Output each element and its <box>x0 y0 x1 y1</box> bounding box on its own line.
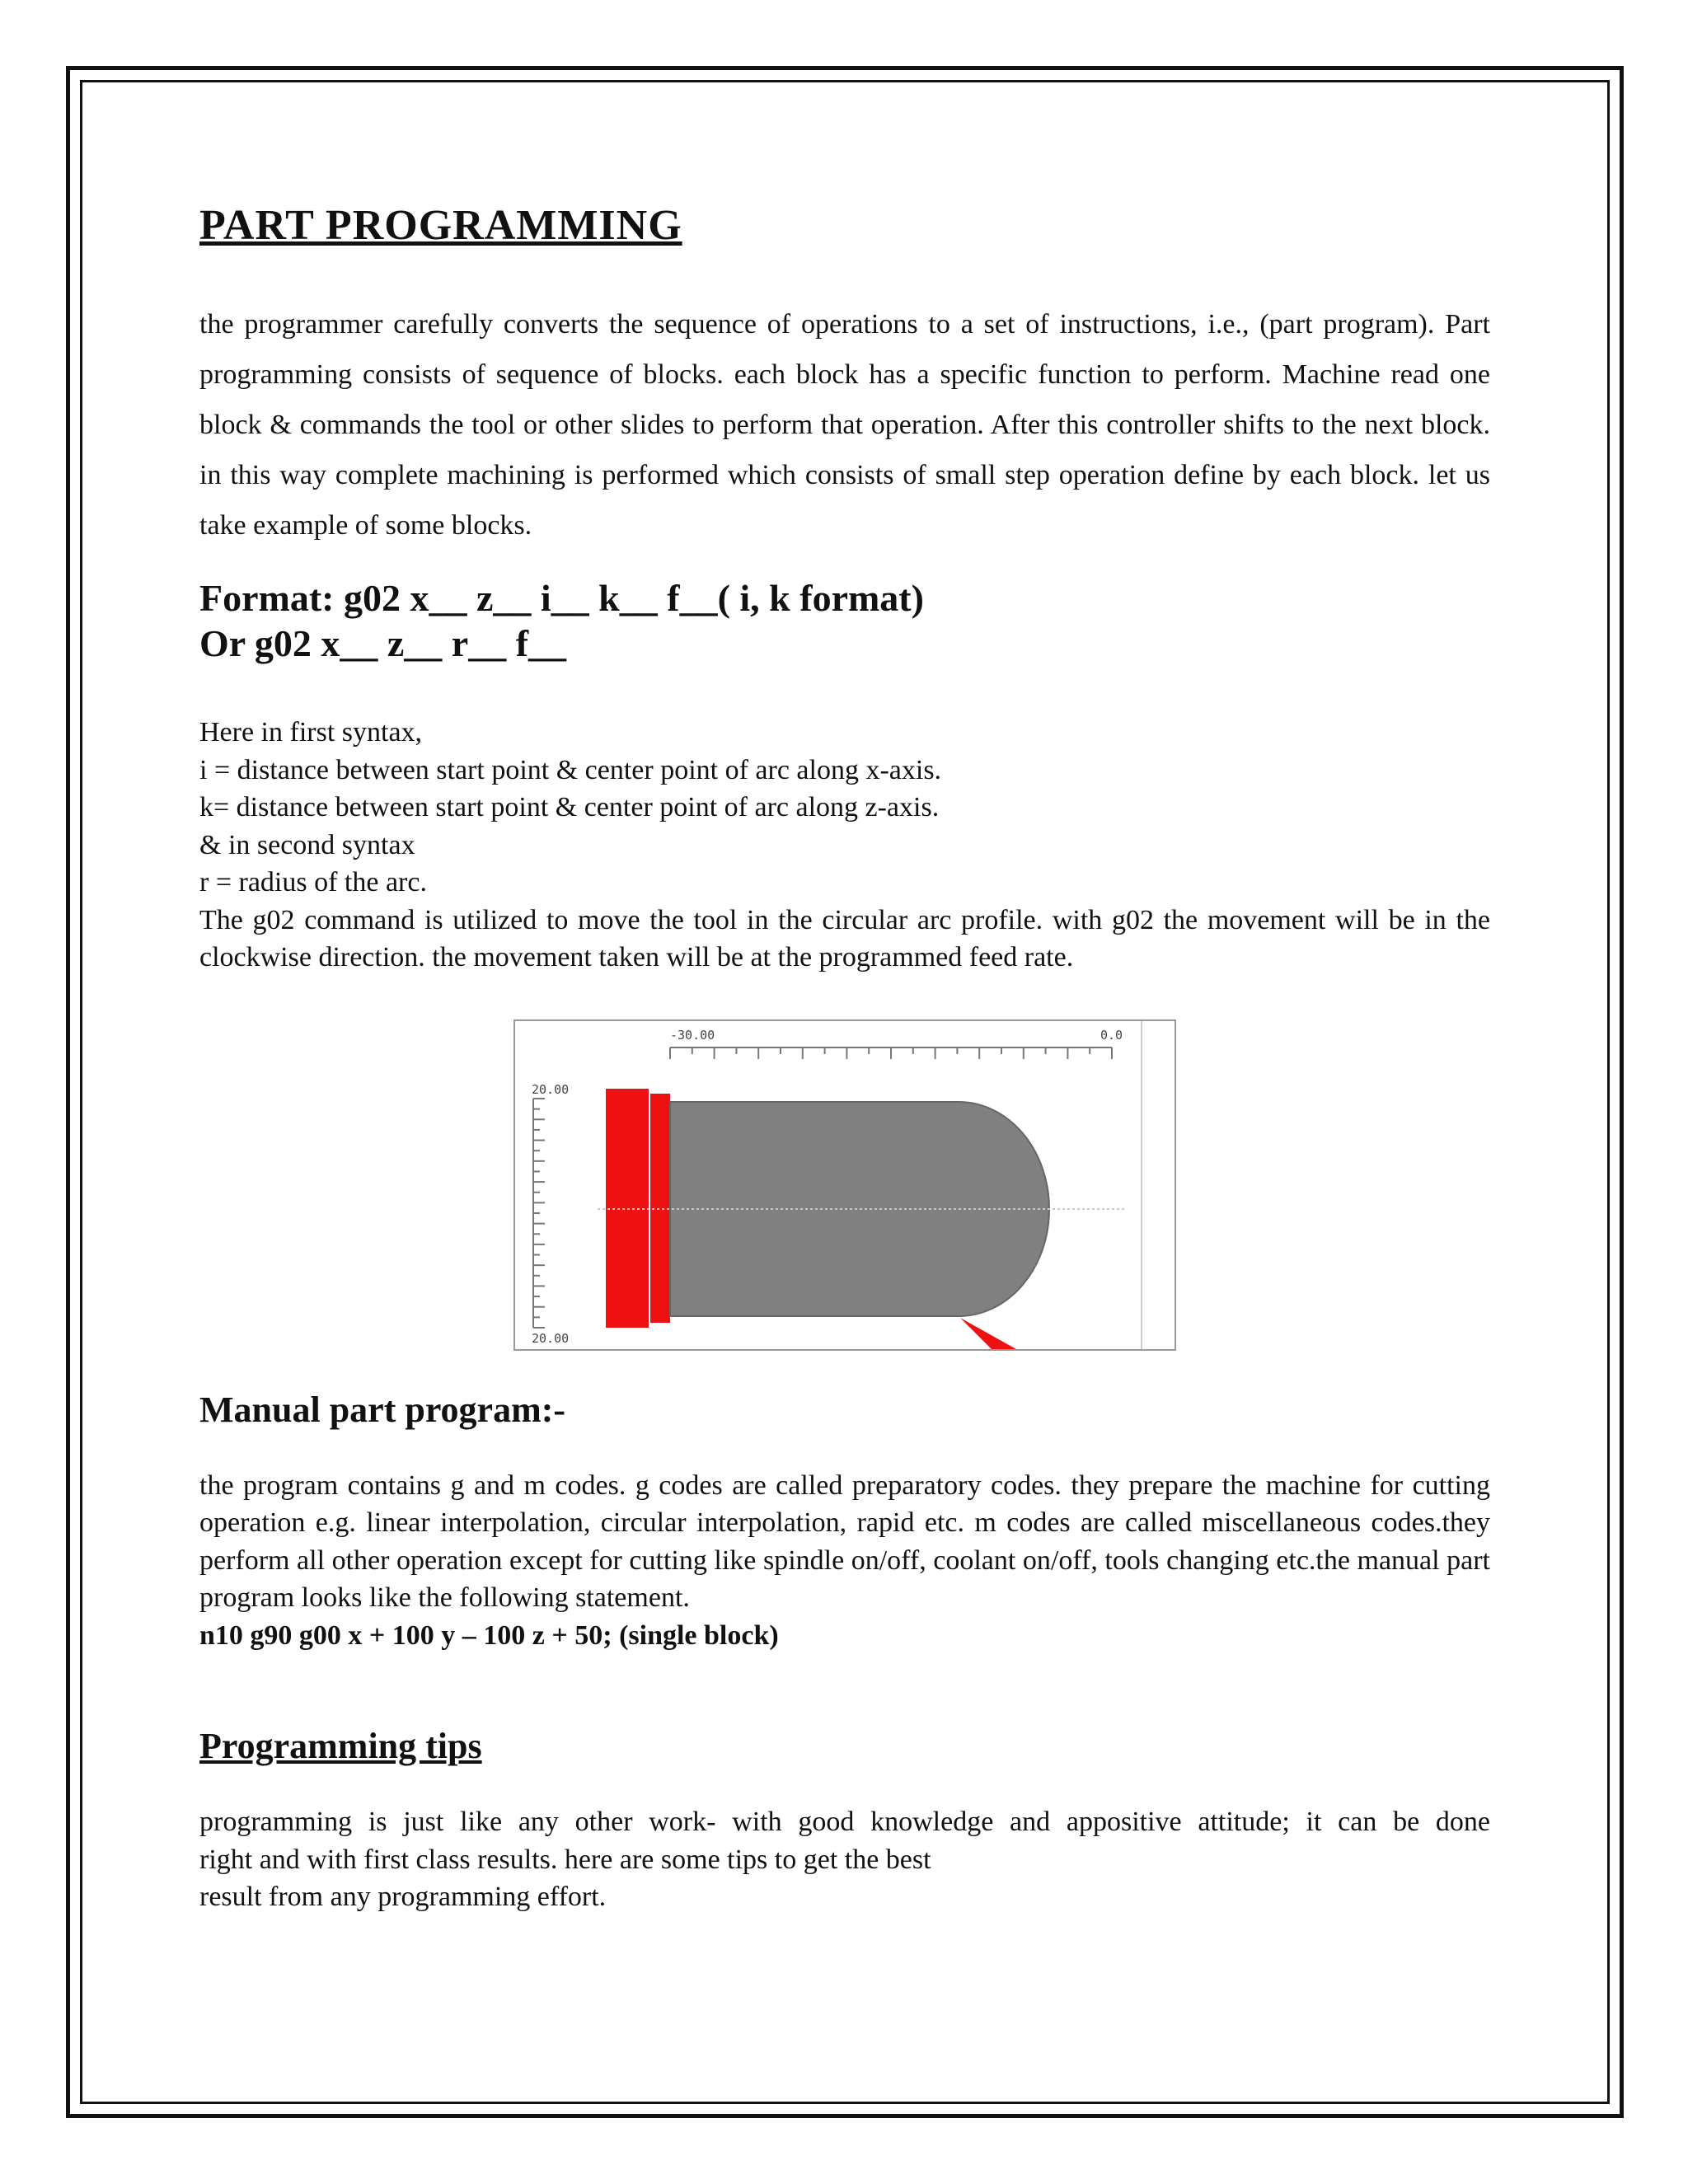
manual-part-program-heading: Manual part program:- <box>199 1389 566 1430</box>
syntax-line: & in second syntax <box>199 829 415 860</box>
format-line-2: Or g02 x__ z__ r__ f__ <box>199 622 567 664</box>
left-bottom-scale-label: 20.00 <box>532 1330 570 1346</box>
tips-line: programming is just like any other work- with good knowledge and appositive attitude; it can be done <box>199 1807 1490 1837</box>
format-line-1: Format: g02 x__ z__ i__ k__ f__( i, k format) <box>199 577 924 619</box>
tips-line: result from any programming effort. <box>199 1882 607 1912</box>
document-body <box>199 181 1490 1916</box>
lathe-simulation-figure <box>513 1019 1176 1351</box>
tips-line: right and with first class results. here are some tips to get the best <box>199 1844 931 1875</box>
syntax-line: The g02 command is utilized to move the tool in the circular arc profile. with g02 the movement will be in the clockwise direction. the movement taken will be at the programmed feed rate. <box>199 904 1490 972</box>
syntax-line: Here in first syntax, <box>199 717 423 748</box>
syntax-explanation <box>199 714 1490 977</box>
syntax-line: r = radius of the arc. <box>199 867 427 898</box>
programming-tips-heading: Programming tips <box>199 1726 482 1766</box>
programming-tips-paragraph <box>199 1803 1490 1916</box>
example-code-line: n10 g90 g00 x + 100 y – 100 z + 50; (single block) <box>199 1619 779 1651</box>
manual-part-program-paragraph: the program contains g and m codes. g codes are called preparatory codes. they prepare the machine for cutting operation e.g. linear interpolation, circular interpolation, rapid etc. m codes are called miscellaneous codes.they perform all other operation except for cutting like spindle on/off, coolant on/off, tools changing etc.the manual part program looks like the following statement. <box>199 1469 1490 1613</box>
top-left-scale-label: -30.00 <box>670 1027 715 1043</box>
intro-paragraph: the programmer carefully converts the sequence of operations to a set of instructions, i.e., (part program). Part programming consists of sequence of blocks. each block has a specific function to perform. Machine read one block & commands the tool or other slides to perform that operation. After this controller shifts to the next block. in this way complete machining is performed which consists of small step operation define by each block. let us take example of some blocks. <box>199 309 1490 541</box>
page-title: PART PROGRAMMING <box>199 202 682 249</box>
format-block <box>199 575 1490 666</box>
left-top-scale-label: 20.00 <box>532 1081 570 1097</box>
lathe-simulation-svg <box>513 1019 1176 1351</box>
syntax-line: i = distance between start point & center point of arc along x-axis. <box>199 754 942 785</box>
top-right-scale-label: 0.0 <box>1100 1027 1123 1043</box>
syntax-line: k= distance between start point & center point of arc along z-axis. <box>199 792 940 823</box>
